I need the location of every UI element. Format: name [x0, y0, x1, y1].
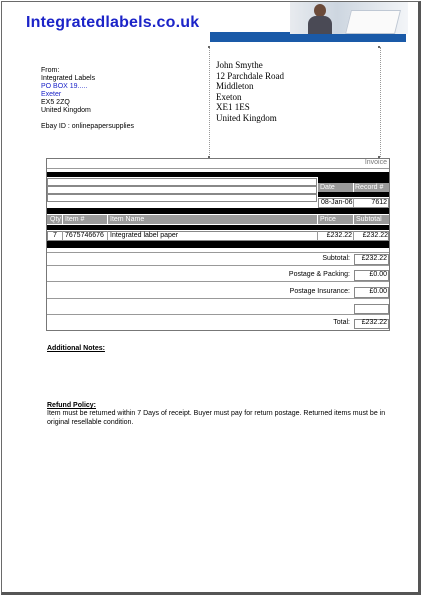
black-bar [318, 192, 389, 197]
divider [47, 252, 389, 253]
record-number: 7612 [371, 199, 387, 206]
divider [107, 231, 108, 240]
blank-box [354, 304, 389, 314]
subtotal-value: £232.22 [361, 255, 387, 262]
black-bar [47, 225, 389, 230]
blank-field [47, 186, 317, 194]
row-item-name: Integrated label paper [110, 232, 179, 239]
col-subtotal: Subtotal [356, 216, 382, 223]
black-bar [47, 208, 389, 214]
from-line-2: PO BOX 19..... [41, 83, 88, 90]
refund-policy-title: Refund Policy: [47, 402, 97, 409]
insurance-label: Postage Insurance: [289, 288, 350, 295]
divider [353, 198, 354, 207]
corner-mark [208, 46, 210, 48]
record-label: Record # [355, 184, 384, 191]
corner-mark [378, 46, 380, 48]
to-line-1: John Smythe [216, 60, 263, 70]
recipient-address [216, 60, 284, 123]
blank-field [47, 178, 317, 186]
divider [62, 231, 63, 240]
total-label: Total: [333, 319, 350, 326]
postage-value: £0.00 [369, 271, 387, 278]
divider [47, 168, 389, 169]
divider [62, 215, 63, 224]
from-line-5: United Kingdom [41, 107, 91, 114]
divider [47, 265, 389, 266]
divider [317, 215, 318, 224]
to-line-6: United Kingdom [216, 112, 277, 123]
invoice-title: Invoice [364, 159, 387, 166]
row-price: £232.22 [326, 232, 352, 239]
postage-label: Postage & Packing: [288, 271, 350, 278]
insurance-value: £0.00 [369, 288, 387, 295]
to-line-2: 12 Parchdale Road [216, 70, 284, 81]
blank-field [47, 194, 317, 202]
company-logo: Integratedlabels.co.uk [26, 14, 200, 31]
invoice-date: 08-Jan-06 [321, 199, 353, 206]
to-line-5: XE1 1ES [216, 102, 250, 112]
header-photo [290, 2, 408, 34]
divider [47, 298, 389, 299]
label-sheet-icon [345, 10, 401, 34]
ebay-id: Ebay ID : onlinepapersupplies [41, 123, 135, 130]
col-item-name: Item Name [110, 216, 145, 223]
col-price: Price [320, 216, 336, 223]
black-bar [47, 241, 389, 248]
invoice-table [46, 158, 390, 331]
sender-address [41, 67, 95, 115]
to-line-4: Exeton [216, 91, 242, 102]
col-item-number: Item # [65, 216, 85, 223]
additional-notes-title: Additional Notes: [47, 345, 105, 352]
from-line-1: Integrated Labels [41, 75, 96, 82]
total-value: £232.22 [361, 319, 387, 326]
divider [47, 314, 389, 315]
row-item-number: 7675746676 [65, 232, 104, 239]
to-line-3: Middleton [216, 81, 254, 91]
col-qty: Qty [50, 216, 61, 223]
subtotal-label: Subtotal: [322, 255, 350, 262]
from-label: From: [41, 67, 60, 74]
row-subtotal: £232.22 [362, 232, 388, 239]
divider [353, 183, 354, 192]
from-line-3: Exeter [41, 91, 62, 98]
divider [353, 215, 354, 224]
refund-policy-text: Item must be returned within 7 Days of receipt. Buyer must pay for return postage. Returned items must be in original resellable condition. [47, 410, 386, 426]
column-header-row [47, 215, 389, 224]
woman-photo-body [308, 16, 332, 34]
date-label: Date [320, 184, 335, 191]
divider [47, 281, 389, 282]
row-qty: 7 [53, 232, 57, 239]
from-line-4: EX5 2ZQ [41, 99, 70, 106]
divider [107, 215, 108, 224]
